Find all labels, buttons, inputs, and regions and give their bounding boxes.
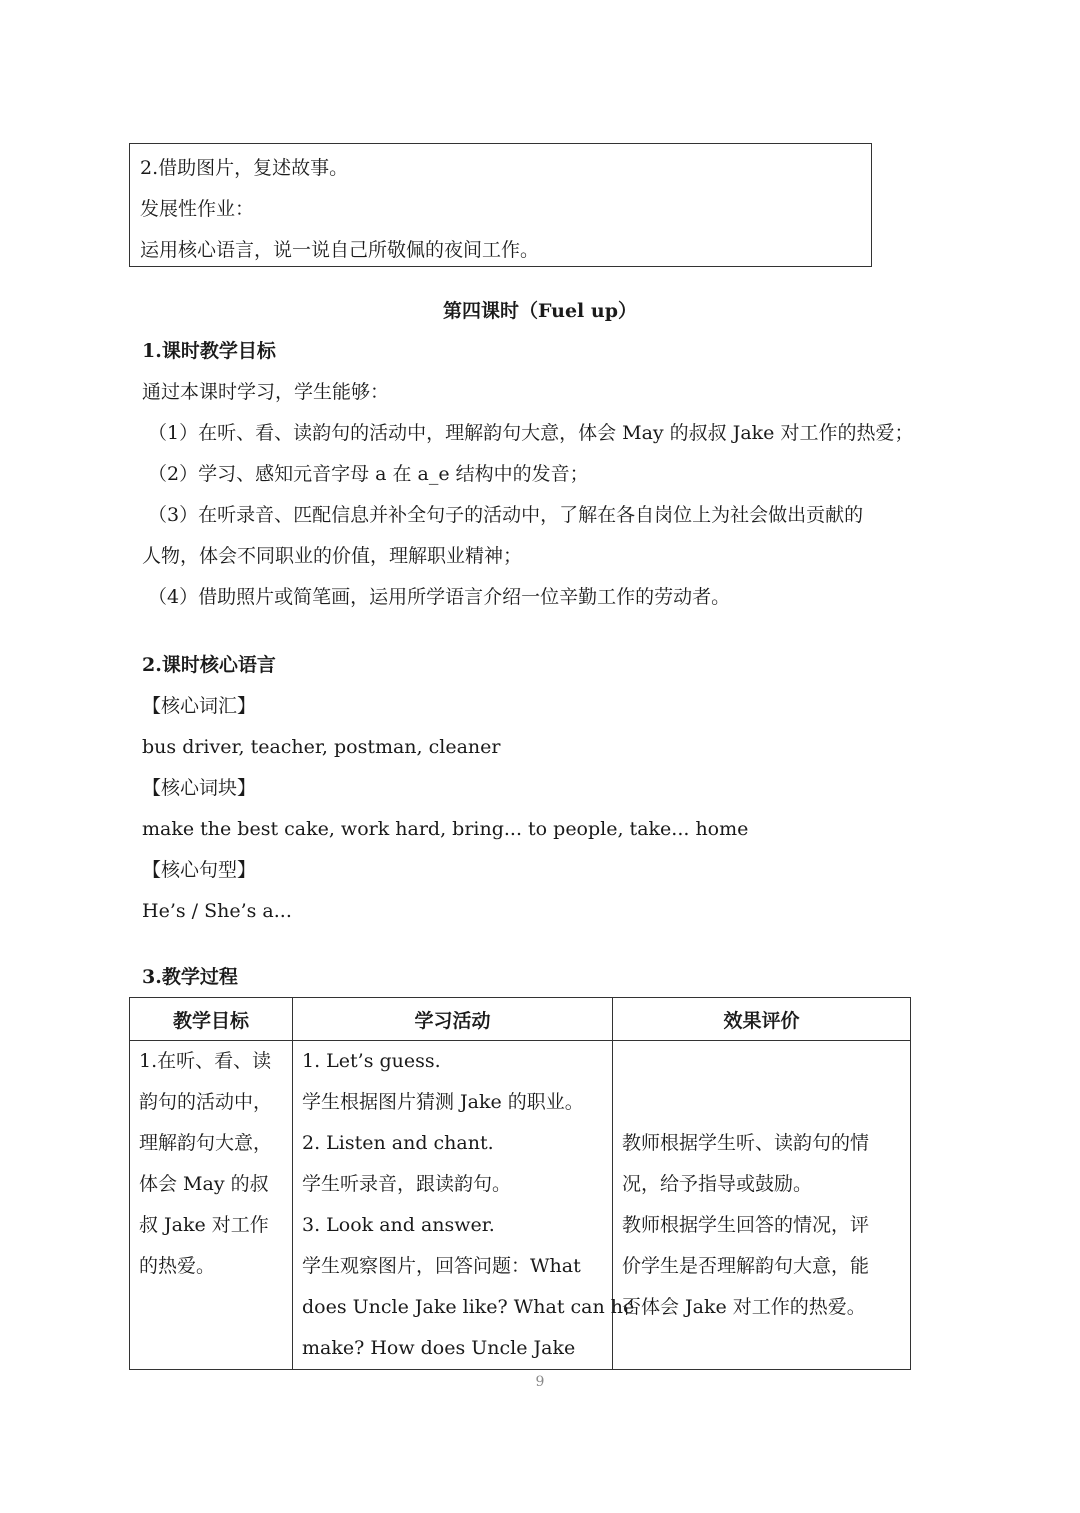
process-heading: 3.教学过程 bbox=[142, 966, 238, 988]
activity-cell-line: 3. Look and answer. bbox=[302, 1214, 495, 1236]
goal-item-3: （3）在听录音、匹配信息并补全句子的活动中，了解在各自岗位上为社会做出贡献的 bbox=[148, 504, 864, 526]
homework-line-3: 运用核心语言，说一说自己所敬佩的夜间工作。 bbox=[140, 239, 540, 261]
goal-cell bbox=[130, 1041, 293, 1370]
activity-cell-line: 1. Let’s guess. bbox=[302, 1050, 441, 1072]
goal-cell-line: 韵句的活动中， bbox=[139, 1091, 273, 1113]
evaluation-cell-line: 价学生是否理解韵句大意，能 bbox=[622, 1255, 870, 1277]
activity-cell-line: 2. Listen and chant. bbox=[302, 1132, 494, 1154]
core-language-heading: 2.课时核心语言 bbox=[142, 654, 276, 676]
goal-item-3-cont: 人物，体会不同职业的价值，理解职业精神； bbox=[142, 545, 523, 567]
teaching-goals bbox=[142, 331, 942, 618]
homework-box bbox=[129, 143, 872, 267]
evaluation-cell bbox=[613, 1041, 911, 1370]
process-table bbox=[129, 997, 911, 1370]
goal-cell-line: 理解韵句大意， bbox=[139, 1132, 273, 1154]
homework-line-2: 发展性作业： bbox=[140, 198, 255, 220]
goals-intro: 通过本课时学习，学生能够： bbox=[142, 381, 390, 403]
evaluation-cell-line bbox=[622, 1041, 901, 1082]
goals-heading: 1.课时教学目标 bbox=[142, 340, 276, 362]
phrases-label: 【核心词块】 bbox=[142, 777, 257, 799]
activity-cell-line: 学生根据图片猜测 Jake 的职业。 bbox=[302, 1091, 584, 1113]
page-number: 9 bbox=[535, 1374, 545, 1390]
section-title: 第四课时（Fuel up） bbox=[443, 300, 637, 322]
sentence-pattern: He’s / She’s a... bbox=[142, 900, 292, 922]
table-row bbox=[130, 1041, 911, 1370]
table-header-row bbox=[130, 998, 911, 1041]
homework-line-1: 2.借助图片，复述故事。 bbox=[140, 157, 349, 179]
evaluation-cell-line: 否体会 Jake 对工作的热爱。 bbox=[622, 1296, 866, 1318]
evaluation-cell-line: 况，给予指导或鼓励。 bbox=[622, 1173, 813, 1195]
goal-cell-line: 的热爱。 bbox=[139, 1255, 216, 1277]
evaluation-cell-line bbox=[622, 1082, 901, 1123]
evaluation-cell-line: 教师根据学生听、读韵句的情 bbox=[622, 1132, 870, 1154]
column-header-activity: 学习活动 bbox=[293, 998, 613, 1041]
vocab-label: 【核心词汇】 bbox=[142, 695, 257, 717]
goal-item-4: （4）借助照片或简笔画，运用所学语言介绍一位辛勤工作的劳动者。 bbox=[148, 586, 731, 608]
activity-cell-line: 学生听录音，跟读韵句。 bbox=[302, 1173, 512, 1195]
activity-cell-line: does Uncle Jake like? What can he bbox=[302, 1296, 635, 1318]
evaluation-cell-line: 教师根据学生回答的情况，评 bbox=[622, 1214, 870, 1236]
column-header-goal: 教学目标 bbox=[130, 998, 293, 1041]
vocab-list: bus driver, teacher, postman, cleaner bbox=[142, 736, 501, 758]
goal-cell-line: 体会 May 的叔 bbox=[139, 1173, 269, 1195]
goal-item-2: （2）学习、感知元音字母 a 在 a_e 结构中的发音； bbox=[148, 463, 589, 485]
column-header-evaluation: 效果评价 bbox=[613, 998, 911, 1041]
activity-cell-line: 学生观察图片，回答问题：What bbox=[302, 1255, 581, 1277]
goal-cell-line: 叔 Jake 对工作 bbox=[139, 1214, 269, 1236]
sentence-label: 【核心句型】 bbox=[142, 859, 257, 881]
activity-cell bbox=[293, 1041, 635, 1370]
phrases-list: make the best cake, work hard, bring... to people, take... home bbox=[142, 818, 749, 840]
activity-cell-line: make? How does Uncle Jake bbox=[302, 1337, 576, 1359]
core-language bbox=[142, 645, 942, 932]
goal-item-1: （1）在听、看、读韵句的活动中，理解韵句大意，体会 May 的叔叔 Jake 对工作的热爱； bbox=[148, 422, 914, 444]
goal-cell-line: 1.在听、看、读 bbox=[139, 1050, 272, 1072]
process-heading-block bbox=[142, 957, 942, 998]
